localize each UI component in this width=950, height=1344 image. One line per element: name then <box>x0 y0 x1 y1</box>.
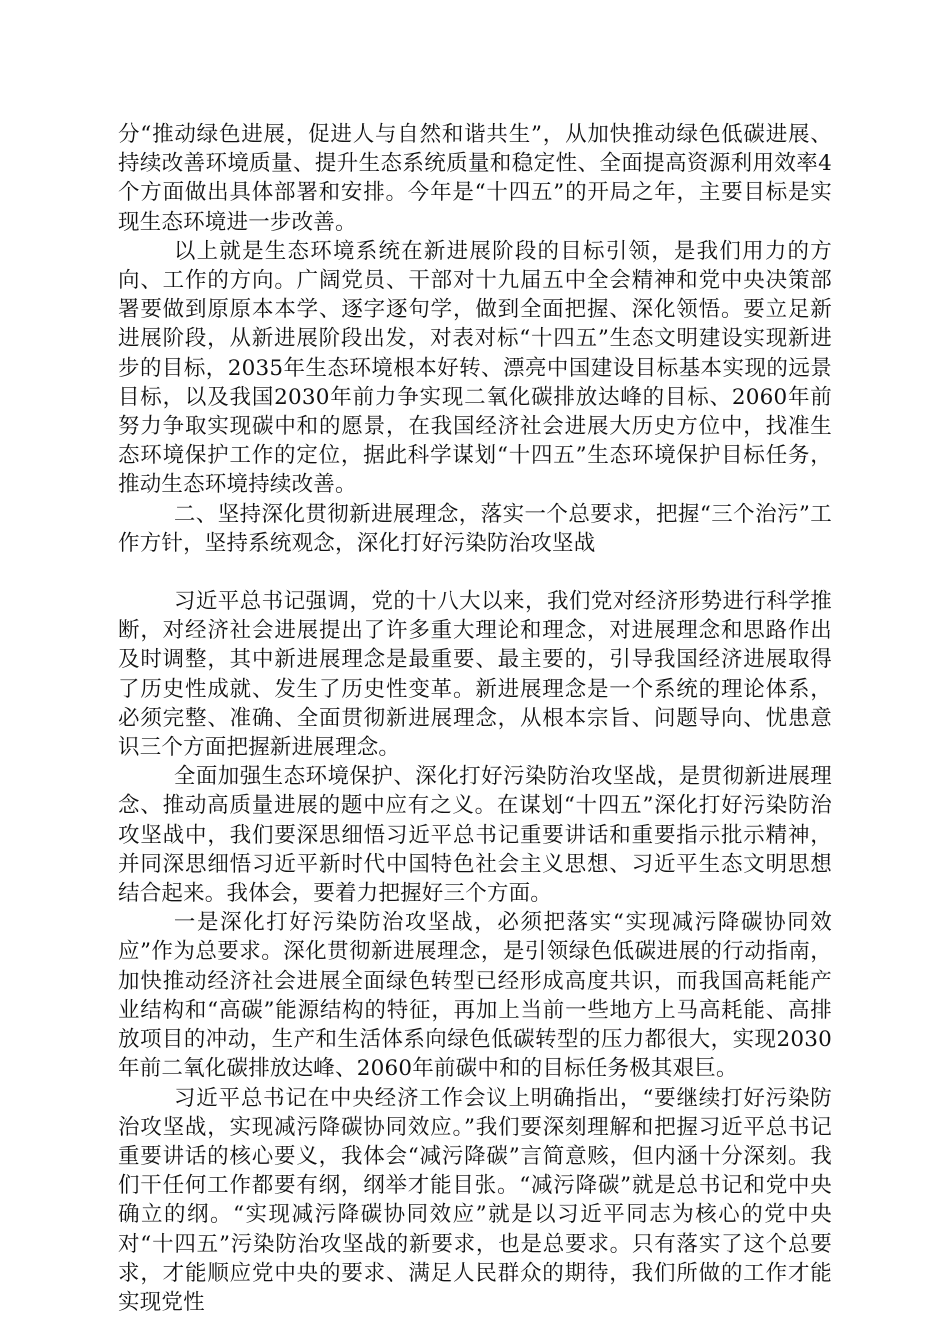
paragraph-6: 习近平总书记在中央经济工作会议上明确指出，“要继续打好污染防治攻坚战，实现减污降碳协同效应。”我们要深刻理解和把握习近平总书记重要讲话的核心要义，我体会“减污降碳”言简意赅，但内涵十分深刻。我们干任何工作都要有纲，纲举才能目张。“减污降碳”就是总书记和党中央确立的纲。“实现减污降碳协同效应”就是以习近平同志为核心的党中央对“十四五”污染防治攻坚战的新要求，也是总要求。只有落实了这个总要求，才能顺应党中央的要求、满足人民群众的期待，我们所做的工作才能实现党性 <box>118 1085 832 1315</box>
paragraph-4: 全面加强生态环境保护、深化打好污染防治攻坚战，是贯彻新进展理念、推动高质量进展的题中应有之义。在谋划“十四五”深化打好污染防治攻坚战中，我们要深思细悟习近平总书记重要讲话和重要指示批示精神，并同深思细悟习近平新时代中国特色社会主义思想、习近平生态文明思想结合起来。我体会，要着力把握好三个方面。 <box>118 764 832 907</box>
paragraph-1: 分“推动绿色进展，促进人与自然和谐共生”，从加快推动绿色低碳进展、持续改善环境质量、提升生态系统质量和稳定性、全面提高资源利用效率4个方面做出具体部署和安排。今年是“十四五”的开局之年，主要目标是实现生态环境进一步改善。 <box>118 122 832 235</box>
paragraph-2: 以上就是生态环境系统在新进展阶段的目标引领，是我们用力的方向、工作的方向。广阔党员、干部对十九届五中全会精神和党中央决策部署要做到原原本本学、逐字逐句学，做到全面把握、深化领悟。要立足新进展阶段，从新进展阶段出发，对表对标“十四五”生态文明建设实现新进步的目标，2035年生态环境根本好转、漂亮中国建设目标基本实现的远景目标，以及我国2030年前力争实现二氧化碳排放达峰的目标、2060年前努力争取实现碳中和的愿景，在我国经济社会进展大历史方位中，找准生态环境保护工作的定位，据此科学谋划“十四五”生态环境保护目标任务，推动生态环境持续改善。 <box>118 238 832 498</box>
paragraph-spacer <box>118 558 832 587</box>
document-body <box>118 120 832 1317</box>
paragraph-5: 一是深化打好污染防治攻坚战，必须把落实“实现减污降碳协同效应”作为总要求。深化贯彻新进展理念，是引领绿色低碳进展的行动指南，加快推动经济社会进展全面绿色转型已经形成高度共识，而我国高耗能产业结构和“高碳”能源结构的特征，再加上当前一些地方上马高耗能、高排放项目的冲动，生产和生活体系向绿色低碳转型的压力都很大，实现2030年前二氧化碳排放达峰、2060年前碳中和的目标任务极其艰巨。 <box>118 910 832 1082</box>
section-heading: 二、坚持深化贯彻新进展理念，落实一个总要求，把握“三个治污”工作方针，坚持系统观念，深化打好污染防治攻坚战 <box>118 501 832 556</box>
paragraph-3: 习近平总书记强调，党的十八大以来，我们党对经济形势进行科学推断，对经济社会进展提出了许多重大理论和理念，对进展理念和思路作出及时调整，其中新进展理念是最重要、最主要的，引导我国经济进展取得了历史性成就、发生了历史性变革。新进展理念是一个系统的理论体系，必须完整、准确、全面贯彻新进展理念，从根本宗旨、问题导向、忧患意识三个方面把握新进展理念。 <box>118 589 832 761</box>
